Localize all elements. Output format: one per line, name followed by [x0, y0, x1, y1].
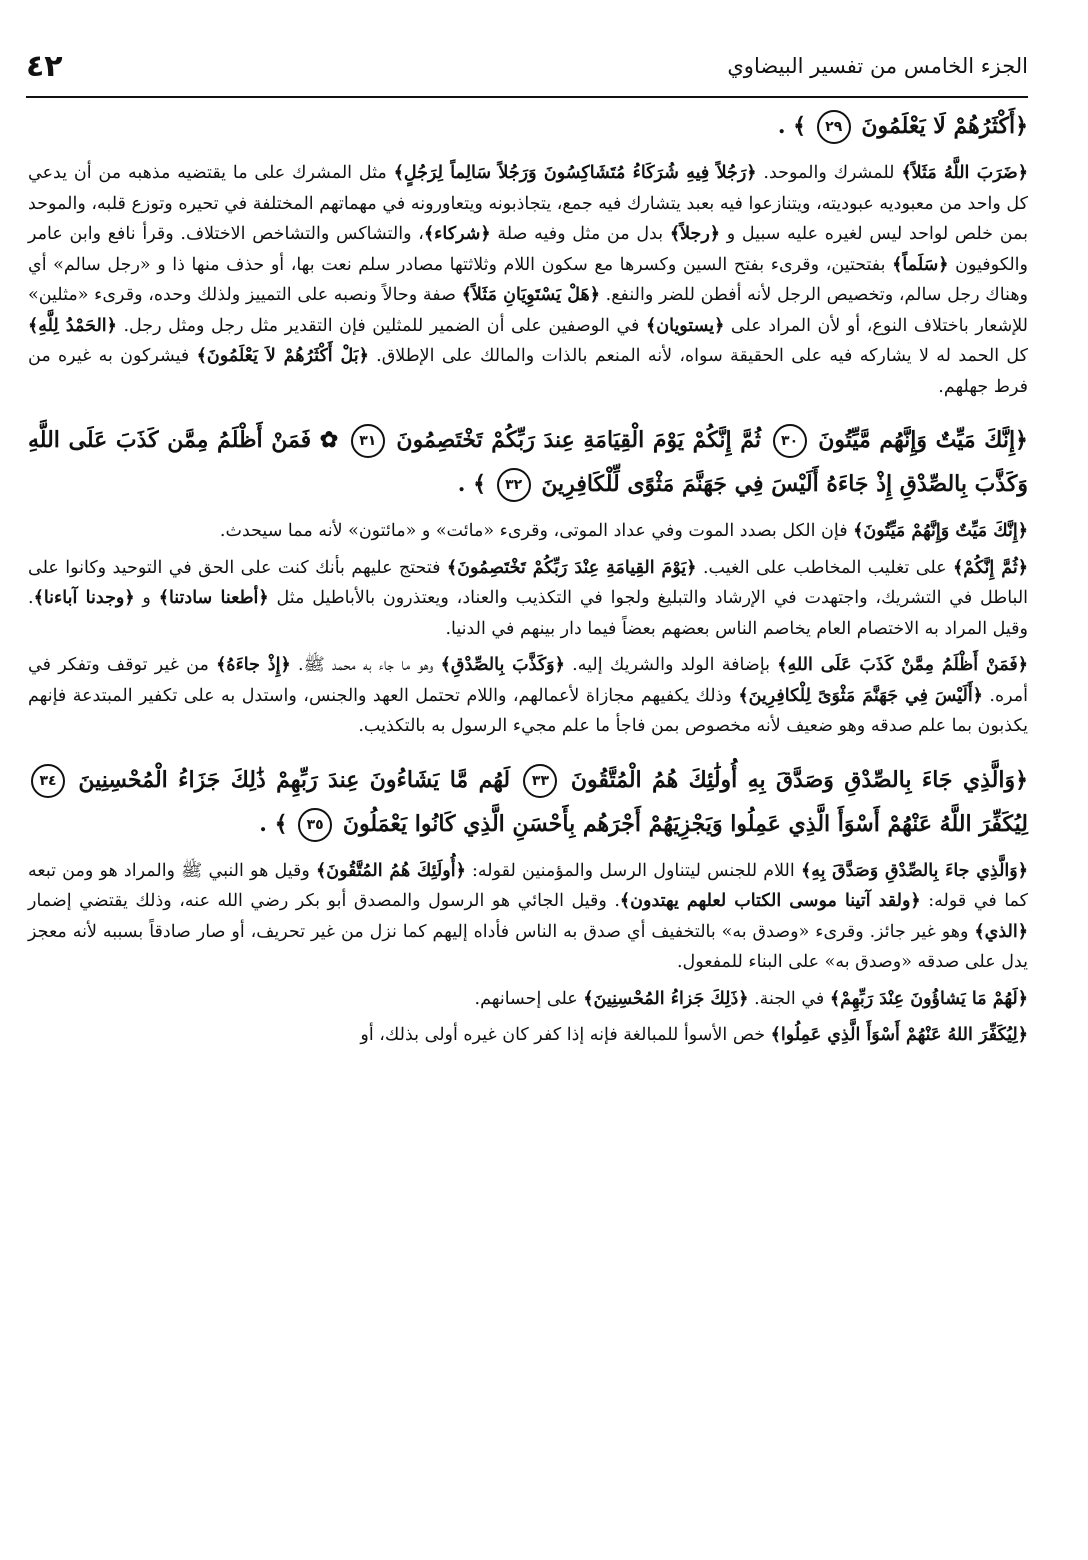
- quoted-verse: ﴿الذي﴾: [974, 921, 1028, 942]
- commentary-text: في الوصفين على أن الضمير للمثلين فإن التقدير مثل رجل ومثل رجل.: [116, 315, 646, 336]
- commentary-text: وهو غير جائز. وقرىء «وصدق به» بالتخفيف أي صدق به الناس فأداه إليهم كما نزل من غير تحريف، أو صار صادقاً بسببه لأنه معجز يدل على صدقه «وصدق به» على البناء للمفعول.: [28, 921, 1028, 972]
- commentary-text: بإضافة الولد والشريك إليه.: [564, 655, 778, 675]
- verse-text: ﴿وَالَّذِي جَاءَ بِالصِّدْقِ وَصَدَّقَ بِهِ أُولَٰئِكَ هُمُ الْمُتَّقُونَ: [570, 766, 1028, 793]
- commentary-text: وهو ما جاء به محمد ﷺ.: [290, 655, 441, 675]
- commentary-text: من غير توقف وتفكر في أمره.: [28, 655, 1029, 706]
- verse-text: ✿ فَمَنْ أَظْلَمُ مِمَّن كَذَبَ عَلَى اللَّهِ وَكَذَّبَ بِالصِّدْقِ إِذْ جَاءَهُ أَلَيْسَ فِي جَهَنَّمَ مَثْوًى لِّلْكَافِرِينَ: [28, 427, 1028, 497]
- commentary-paragraph: [28, 984, 1028, 1015]
- page-number: ٤٢: [26, 48, 63, 84]
- page-body: [28, 104, 1028, 1057]
- verse-text: ثُمَّ إِنَّكُمْ يَوْمَ الْقِيَامَةِ عِندَ رَبِّكُمْ تَخْتَصِمُونَ: [396, 427, 761, 453]
- ayah-number-marker: ٣١: [351, 424, 385, 458]
- commentary-text: فتحتج عليهم بأنك كنت على الحق في التوحيد وكانوا على الباطل في التشريك، واجتهدت في الإرشاد والتبليغ ولجوا في التكذيب والعناد، ويعتذرون بالأباطيل مثل: [28, 557, 1029, 608]
- quoted-verse: ﴿ذَلِكَ جَزاءُ المُحْسِنِينَ﴾: [583, 988, 749, 1009]
- commentary-paragraph: [28, 553, 1028, 645]
- commentary-text: صفة وحالاً ونصبه على التمييز ولذلك وحده، وقرىء «مثلين» للإشعار باختلاف النوع، أو لأن المراد على: [28, 285, 1029, 336]
- commentary-paragraph: [28, 856, 1028, 978]
- commentary-paragraph: [28, 650, 1028, 742]
- commentary-text: بدل من مثل وفيه صلة: [490, 224, 670, 244]
- quoted-verse: ﴿أطعنا سادتنا﴾: [158, 588, 269, 608]
- quoted-verse: ﴿وَالَّذِي جاءَ بِالصِّدْقِ وَصَدَّقَ بِهِ﴾: [800, 860, 1028, 881]
- quoted-verse: ﴿وَكَذَّبَ بِالصِّدْقِ﴾: [440, 655, 565, 675]
- commentary-text: اللام للجنس ليتناول الرسل والمؤمنين لقوله:: [465, 860, 801, 881]
- ayah-number-marker: ٣٢: [497, 468, 531, 502]
- header-rule: [26, 96, 1028, 98]
- commentary-paragraph: [28, 516, 1028, 547]
- quoted-verse: ﴿هَلْ يَسْتَوِيَانِ مَثَلاً﴾: [461, 285, 600, 305]
- ayah-number-marker: ٣٠: [773, 424, 807, 458]
- ayah-number-marker: ٣٥: [298, 808, 332, 842]
- ayah-number-marker: ٣٤: [31, 764, 65, 798]
- quoted-verse: ﴿إِنَّكَ مَيِّتٌ وَإِنَّهُمْ مَيِّتُونَ﴾: [853, 521, 1028, 541]
- page-header: [26, 38, 1028, 94]
- commentary-text: للمشرك والموحد.: [756, 163, 902, 183]
- ayah-number-marker: ٣٣: [523, 764, 557, 798]
- commentary-text: في الجنة.: [748, 988, 830, 1009]
- commentary-text: وقيل هو النبي ﷺ والمراد هو ومن تبعه كما في قوله:: [28, 860, 1029, 911]
- commentary-text: على تغليب المخاطب على الغيب.: [696, 557, 953, 578]
- quoted-verse: ﴿يستويان﴾: [646, 315, 725, 336]
- ayah-number-marker: ٢٩: [817, 110, 851, 144]
- quoted-verse: ﴿لِيُكَفِّرَ اللهُ عَنْهُمْ أَسْوَأَ الَّذِي عَمِلُوا﴾: [770, 1025, 1028, 1045]
- quoted-verse: ﴿ولقد آتينا موسى الكتاب لعلهم يهتدون﴾: [619, 891, 921, 911]
- commentary-text: فيشركون به غيره من فرط جهلهم.: [28, 346, 1028, 397]
- verse-text: لِيُكَفِّرَ اللَّهُ عَنْهُمْ أَسْوَأَ الَّذِي عَمِلُوا وَيَجْزِيَهُمْ أَجْرَهُم بِأَحْسَنِ الَّذِي كَانُوا يَعْمَلُونَ: [342, 810, 1028, 837]
- quran-verse-block: [28, 104, 1028, 148]
- quoted-verse: ﴿يَوْمَ القِيامَةِ عِنْدَ رَبِّكُمْ تَخْتَصِمُونَ﴾: [446, 557, 697, 578]
- quoted-verse: ﴿إِذْ جاءَهُ﴾: [216, 655, 291, 675]
- quoted-verse: ﴿الحَمْدُ لِلَّهِ﴾: [28, 315, 117, 336]
- commentary-text: على إحسانهم.: [474, 988, 584, 1009]
- commentary-text: فإن الكل بصدد الموت وفي عداد الموتى، وقرىء «مائت» و «مائتون» لأنه مما سيحدث.: [219, 521, 854, 541]
- quoted-verse: ﴿شركاء﴾: [423, 224, 491, 244]
- quoted-verse: ﴿أَلَيْسَ فِي جَهَنَّمَ مَثْوَىً لِلْكافِرِينَ﴾: [738, 685, 983, 706]
- running-title: الجزء الخامس من تفسير البيضاوي: [727, 54, 1028, 78]
- quoted-verse: ﴿فَمَنْ أَظْلَمُ مِمَّنْ كَذَبَ عَلَى اللهِ﴾: [777, 655, 1028, 675]
- commentary-text: بفتحتين، وقرىء بفتح السين وكسرها مع سكون اللام وثلاثتها مصادر سلم نعت بها، أو حذف منها ذا و «رجل سالم» أي وهناك رجل سالم، وتخصيص الرجل لأنه أفطن للضر والنفع.: [28, 254, 1029, 305]
- quoted-verse: ﴿رَجُلاً فِيهِ شُرَكَاءُ مُتَشَاكِسُونَ وَرَجُلاً سَالِماً لِرَجُلٍ﴾: [393, 163, 757, 183]
- quran-verse-block: [28, 758, 1028, 846]
- verse-text: لَهُم مَّا يَشَاءُونَ عِندَ رَبِّهِمْ ذَٰلِكَ جَزَاءُ الْمُحْسِنِينَ: [78, 766, 511, 793]
- quoted-verse: ﴿سَلَماً﴾: [892, 254, 949, 275]
- verse-text: ﴾ .: [259, 810, 288, 837]
- quoted-verse: ﴿أُولَئِكَ هُمُ المُتَّقُونَ﴾: [316, 860, 466, 881]
- verse-text: ﴿أَكْثَرُهُمْ لَا يَعْلَمُونَ: [861, 113, 1028, 139]
- commentary-paragraph: [28, 158, 1028, 402]
- commentary-text: وذلك يكفيهم مجازاة لأعمالهم، واللام تحتمل العهد والجنس، واستدل به على تكفير المبتدعة فإنهم يكذبون بما علم صدقه وهو ضعيف لأنه مخصوص بمن فاجأ ما علم مجيء الرسول به بالتكذيب.: [28, 685, 1028, 736]
- commentary-paragraph: [28, 1020, 1028, 1051]
- quran-verse-block: [28, 418, 1028, 506]
- commentary-text: . وقيل الجائي هو الرسول والمصدق أبو بكر رضي الله عنه، وذلك يقتضي إضمار: [28, 891, 620, 911]
- verse-text: ﴾ .: [457, 471, 486, 497]
- commentary-text: كل الحمد له لا يشاركه فيه على الحقيقة سواه، لأنه المنعم بالذات والمالك على الإطلاق.: [368, 346, 1029, 366]
- quoted-verse: ﴿لَهُمْ مَا يَشاؤُونَ عِنْدَ رَبِّهِمْ﴾: [829, 988, 1028, 1009]
- commentary-text: و: [134, 588, 159, 608]
- commentary-text: ، والتشاكس والتشاخص الاختلاف. وقرأ نافع وابن عامر والكوفيون: [28, 224, 1028, 275]
- quoted-verse: ﴿وجدنا آباءنا﴾: [33, 588, 135, 608]
- commentary-text: . وقيل المراد به الاختصام العام يخاصم الناس بعضهم بعضاً فيما دار بينهم في الدنيا.: [28, 588, 1028, 639]
- verse-text: ﴿إِنَّكَ مَيِّتٌ وَإِنَّهُم مَّيِّتُونَ: [818, 427, 1028, 453]
- verse-text: ﴾ .: [777, 113, 807, 139]
- commentary-text: خص الأسوأ للمبالغة فإنه إذا كفر كان غيره أولى بذلك، أو: [360, 1025, 771, 1045]
- commentary-text: مثل المشرك على ما يقتضيه مذهبه من أن يدعي كل واحد من معبوديه عبوديته، ويتنازعوا فيه بعبد يتشارك فيه جمع، يتجاذبونه ويتعاورونه في مهماتهم المختلفة في تحيره وتوزع قلبه، والموحد بمن خلص لواحد ليس لغيره عليه سبيل و: [28, 163, 1029, 244]
- quoted-verse: ﴿ثُمَّ إِنَّكُمْ﴾: [952, 557, 1028, 578]
- quoted-verse: ﴿ضَرَبَ اللَّهُ مَثَلاً﴾: [901, 163, 1029, 183]
- quoted-verse: ﴿بَلْ أَكْثَرُهُمْ لاَ يَعْلَمُونَ﴾: [196, 346, 369, 366]
- quoted-verse: ﴿رجلاً﴾: [669, 224, 721, 244]
